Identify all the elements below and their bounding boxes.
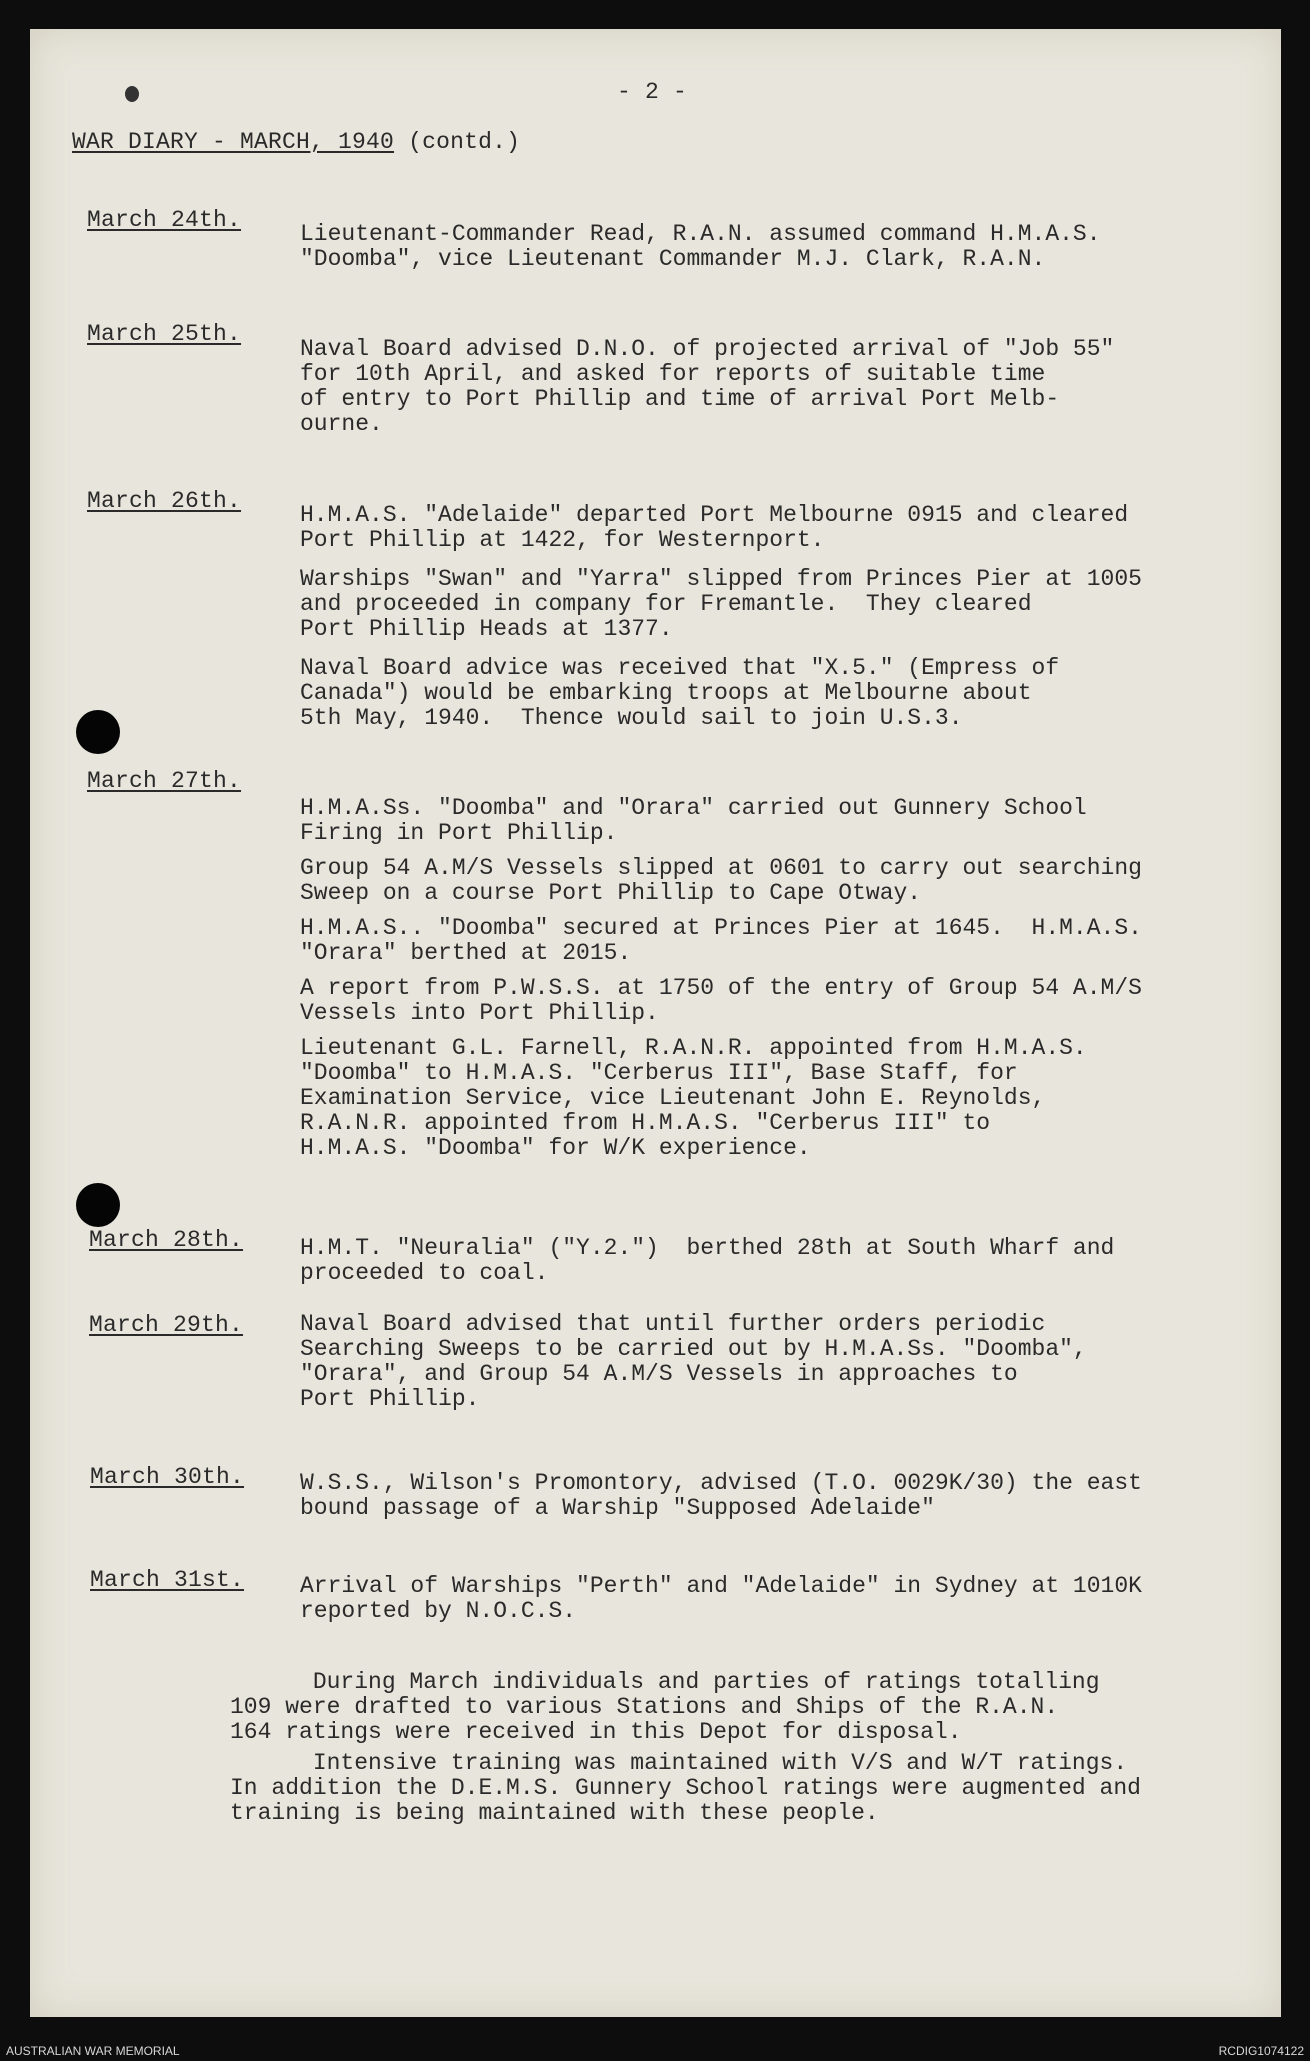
text-line: During March individuals and parties of ratings totalling	[230, 1669, 1100, 1695]
text-line: Lieutenant-Commander Read, R.A.N. assumed command H.M.A.S.	[300, 221, 1101, 247]
text-line: 109 were drafted to various Stations and Ships of the R.A.N.	[230, 1694, 1059, 1720]
entry-paragraph	[300, 222, 1230, 272]
entry-paragraph	[300, 976, 1230, 1026]
entry-body	[300, 796, 1230, 1171]
text-line: H.M.T. "Neuralia" ("Y.2.") berthed 28th at South Wharf and	[300, 1235, 1115, 1261]
entry-paragraph	[300, 503, 1230, 553]
entry-paragraph	[300, 1312, 1230, 1412]
text-line: A report from P.W.S.S. at 1750 of the entry of Group 54 A.M/S	[300, 975, 1142, 1001]
archive-footer	[0, 2040, 1310, 2061]
entry-date: March 28th.	[89, 1227, 244, 1253]
entry-body	[300, 1236, 1230, 1296]
entry-date: March 26th.	[87, 488, 242, 514]
text-line: of entry to Port Phillip and time of arrival Port Melb-	[300, 386, 1060, 412]
punch-hole	[76, 1183, 120, 1227]
entry-body	[300, 1471, 1230, 1531]
entry-paragraph	[300, 916, 1230, 966]
entry-date: March 27th.	[87, 768, 242, 794]
entry-date: March 30th.	[90, 1464, 245, 1490]
text-line: Warships "Swan" and "Yarra" slipped from Princes Pier at 1005	[300, 566, 1142, 592]
text-line: bound passage of a Warship "Supposed Adelaide"	[300, 1495, 935, 1521]
text-line: "Doomba", vice Lieutenant Commander M.J. Clark, R.A.N.	[300, 246, 1046, 272]
entry-date: March 31st.	[90, 1567, 245, 1593]
text-line: In addition the D.E.M.S. Gunnery School ratings were augmented and	[230, 1775, 1141, 1801]
entry-paragraph	[300, 856, 1230, 906]
text-line: Vessels into Port Phillip.	[300, 1000, 659, 1026]
text-line: H.M.A.S.. "Doomba" secured at Princes Pier at 1645. H.M.A.S.	[300, 915, 1142, 941]
text-line: Searching Sweeps to be carried out by H.M.A.Ss. "Doomba",	[300, 1336, 1087, 1362]
page-number: - 2 -	[617, 79, 688, 105]
text-line: Lieutenant G.L. Farnell, R.A.N.R. appointed from H.M.A.S.	[300, 1035, 1087, 1061]
entry-body	[300, 337, 1230, 447]
text-line: R.A.N.R. appointed from H.M.A.S. "Cerberus III" to	[300, 1110, 991, 1136]
text-line: Naval Board advised that until further orders periodic	[300, 1311, 1046, 1337]
text-line: H.M.A.Ss. "Doomba" and "Orara" carried out Gunnery School	[300, 795, 1087, 821]
archive-name: AUSTRALIAN WAR MEMORIAL	[6, 2044, 180, 2058]
entry-paragraph	[300, 567, 1230, 642]
entry-paragraph	[300, 1236, 1230, 1286]
text-line: "Orara", and Group 54 A.M/S Vessels in approaches to	[300, 1361, 1018, 1387]
entry-paragraph	[300, 1471, 1230, 1521]
entry-paragraph	[300, 796, 1230, 846]
entry-date: March 24th.	[87, 207, 242, 233]
archive-id: RCDIG1074122	[1218, 2044, 1304, 2058]
heading-title: WAR DIARY - MARCH, 1940	[72, 129, 395, 155]
entry-date: March 25th.	[87, 321, 242, 347]
text-line: Port Phillip at 1422, for Westernport.	[300, 527, 825, 553]
text-line: Canada") would be embarking troops at Melbourne about	[300, 680, 1032, 706]
text-line: Group 54 A.M/S Vessels slipped at 0601 to carry out searching	[300, 855, 1142, 881]
text-line: ourne.	[300, 411, 383, 437]
text-line: Examination Service, vice Lieutenant John E. Reynolds,	[300, 1085, 1046, 1111]
text-line: Port Phillip Heads at 1377.	[300, 616, 673, 642]
text-line: Arrival of Warships "Perth" and "Adelaide" in Sydney at 1010K	[300, 1573, 1142, 1599]
text-line: Naval Board advice was received that "X.5." (Empress of	[300, 655, 1060, 681]
entry-paragraph	[300, 1036, 1230, 1161]
heading-suffix: (contd.)	[394, 129, 521, 155]
text-line: W.S.S., Wilson's Promontory, advised (T.O. 0029K/30) the east	[300, 1470, 1142, 1496]
text-line: Intensive training was maintained with V/S and W/T ratings.	[230, 1750, 1128, 1776]
entry-paragraph	[300, 656, 1230, 731]
monthly-summary	[230, 1670, 1270, 1826]
entry-paragraph	[300, 337, 1230, 437]
text-line: Sweep on a course Port Phillip to Cape Otway.	[300, 880, 922, 906]
entry-paragraph	[300, 1574, 1230, 1624]
text-line: proceeded to coal.	[300, 1260, 549, 1286]
punch-hole	[76, 710, 120, 754]
ink-mark	[125, 86, 139, 102]
text-line: H.M.A.S. "Adelaide" departed Port Melbourne 0915 and cleared	[300, 502, 1129, 528]
entry-body	[300, 1312, 1230, 1422]
text-line: reported by N.O.C.S.	[300, 1598, 577, 1624]
text-line: for 10th April, and asked for reports of suitable time	[300, 361, 1046, 387]
text-line: H.M.A.S. "Doomba" for W/K experience.	[300, 1135, 811, 1161]
text-line: and proceeded in company for Fremantle. They cleared	[300, 591, 1032, 617]
text-line: Naval Board advised D.N.O. of projected arrival of "Job 55"	[300, 336, 1115, 362]
entry-body	[300, 1574, 1230, 1634]
text-line: Port Phillip.	[300, 1386, 480, 1412]
page-heading	[72, 130, 520, 155]
text-line: training is being maintained with these people.	[230, 1800, 879, 1826]
text-line: Firing in Port Phillip.	[300, 820, 618, 846]
text-line: 164 ratings were received in this Depot for disposal.	[230, 1719, 962, 1745]
entry-body	[300, 503, 1230, 741]
entry-date: March 29th.	[89, 1312, 244, 1338]
text-line: 5th May, 1940. Thence would sail to join U.S.3.	[300, 705, 963, 731]
text-line: "Doomba" to H.M.A.S. "Cerberus III", Base Staff, for	[300, 1060, 1018, 1086]
entry-body	[300, 222, 1230, 282]
text-line: "Orara" berthed at 2015.	[300, 940, 632, 966]
